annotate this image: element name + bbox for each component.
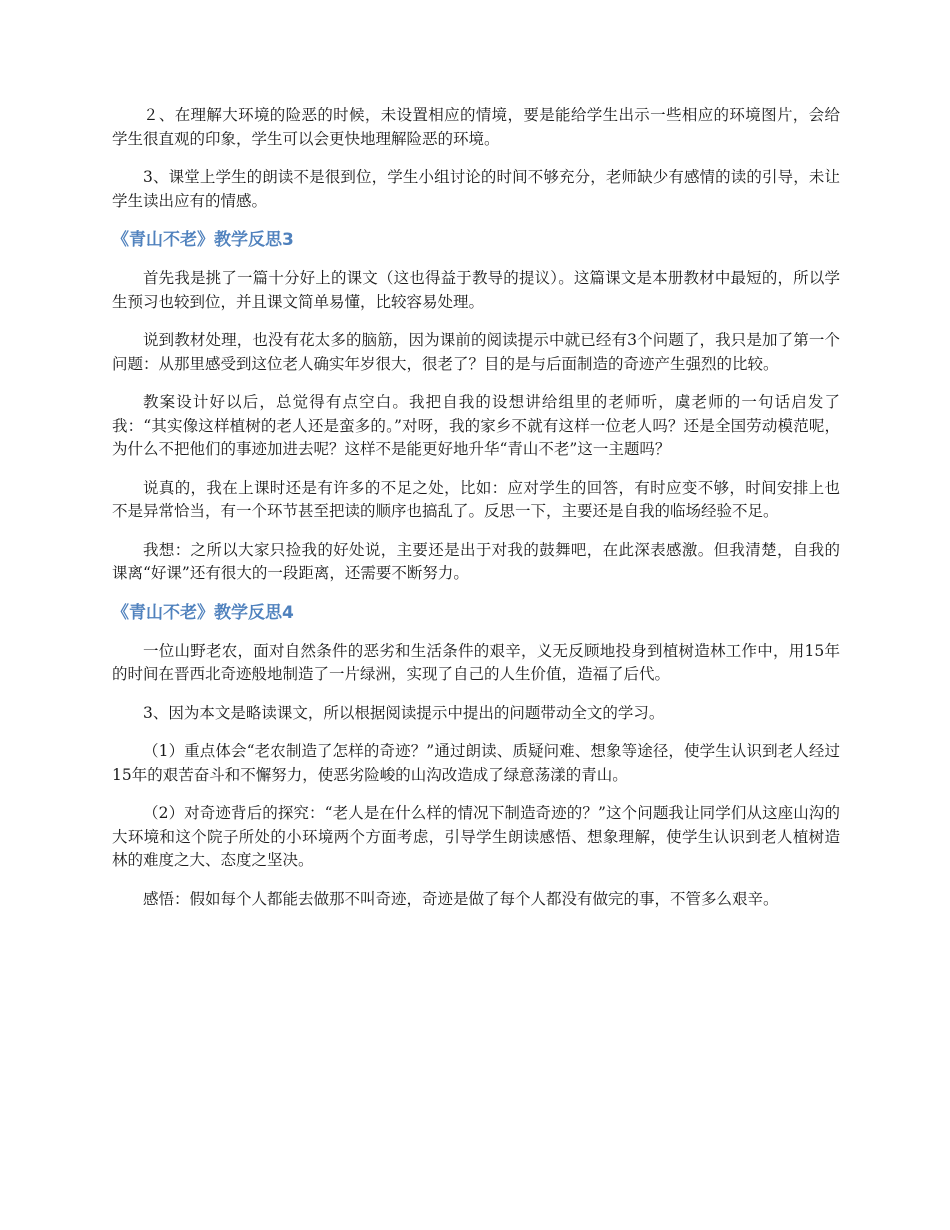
section-heading: 《青山不老》教学反思3 bbox=[112, 230, 294, 250]
paragraph: 一位山野老农，面对自然条件的恶劣和生活条件的艰辛，义无反顾地投身到植树造林工作中，用15年的时间在晋西北奇迹般地制造了一片绿洲，实现了自己的人生价值，造福了后代。 bbox=[112, 641, 840, 683]
paragraph: （1）重点体会“老农制造了怎样的奇迹？”通过朗读、质疑问难、想象等途径，使学生认识到老人经过15年的艰苦奋斗和不懈努力，使恶劣险峻的山沟改造成了绿意荡漾的青山。 bbox=[112, 742, 840, 784]
paragraph: 教案设计好以后，总觉得有点空白。我把自我的设想讲给组里的老师听，虞老师的一句话启发了我：“其实像这样植树的老人还是蛮多的。”对呀，我的家乡不就有这样一位老人吗？还是全国劳动模范呢，为什么不把他们的事迹加进去呢？这样不是能更好地升华“青山不老”这一主题吗？ bbox=[112, 393, 840, 458]
paragraph: 首先我是挑了一篇十分好上的课文（这也得益于教导的提议）。这篇课文是本册教材中最短的，所以学生预习也较到位，并且课文简单易懂，比较容易处理。 bbox=[112, 269, 840, 311]
paragraph: 感悟：假如每个人都能去做那不叫奇迹，奇迹是做了每个人都没有做完的事，不管多么艰辛。 bbox=[143, 889, 779, 908]
paragraph: 我想：之所以大家只捡我的好处说，主要还是出于对我的鼓舞吧，在此深表感激。但我清楚，自我的课离“好课”还有很大的一段距离，还需要不断努力。 bbox=[112, 540, 840, 582]
document-page bbox=[112, 104, 840, 926]
paragraph: 说真的，我在上课时还是有许多的不足之处，比如：应对学生的回答，有时应变不够，时间安排上也不是异常恰当，有一个环节甚至把读的顺序也搞乱了。反思一下，主要还是自我的临场经验不足。 bbox=[112, 478, 840, 520]
paragraph: 3、课堂上学生的朗读不是很到位，学生小组讨论的时间不够充分，老师缺少有感情的读的引导，未让学生读出应有的情感。 bbox=[112, 168, 840, 210]
paragraph: 3、因为本文是略读课文，所以根据阅读提示中提出的问题带动全文的学习。 bbox=[143, 703, 665, 722]
paragraph: （2）对奇迹背后的探究：“老人是在什么样的情况下制造奇迹的？”这个问题我让同学们从这座山沟的大环境和这个院子所处的小环境两个方面考虑，引导学生朗读感悟、想象理解，使学生认识到老人植树造林的难度之大、态度之坚决。 bbox=[112, 804, 840, 869]
paragraph: 说到教材处理，也没有花太多的脑筋，因为课前的阅读提示中就已经有3个问题了，我只是加了第一个问题：从那里感受到这位老人确实年岁很大，很老了？目的是与后面制造的奇迹产生强烈的比较。 bbox=[112, 331, 840, 373]
paragraph: ２、在理解大环境的险恶的时候，未设置相应的情境，要是能给学生出示一些相应的环境图片，会给学生很直观的印象，学生可以会更快地理解险恶的环境。 bbox=[112, 106, 840, 148]
section-heading: 《青山不老》教学反思4 bbox=[112, 602, 294, 623]
